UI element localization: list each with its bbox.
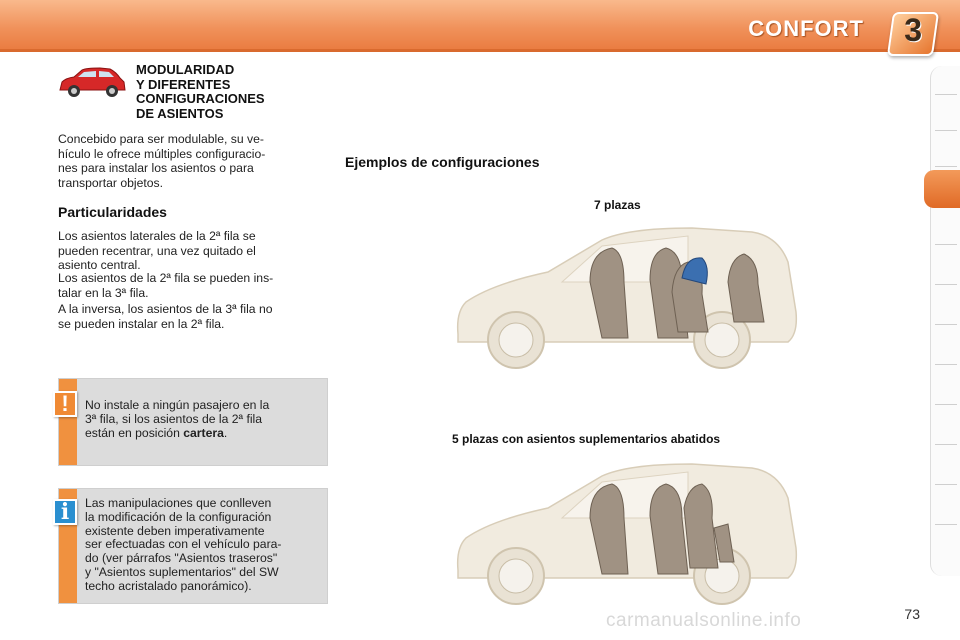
chapter-title: CONFORT <box>748 16 864 41</box>
tab-divider <box>935 524 957 525</box>
intro-line: Concebido para ser modulable, su ve- <box>58 132 264 146</box>
warning-text <box>85 399 321 440</box>
warning-line: 3ª fila, si los asientos de la 2ª fila <box>85 411 263 426</box>
paragraph-1 <box>58 229 326 273</box>
paragraph-line: pueden recentrar, una vez quitado el <box>58 243 256 258</box>
tab-divider <box>935 130 957 131</box>
info-line: techo acristalado panorámico). <box>85 578 252 593</box>
chapter-tabs <box>930 66 960 576</box>
config-5-seats-caption: 5 plazas con asientos suplementarios abatidos <box>452 432 721 446</box>
tab-divider <box>935 94 957 95</box>
paragraph-line: talar en la 3ª fila. <box>58 285 149 300</box>
intro-line: nes para instalar los asientos o para <box>58 161 254 175</box>
info-line: do (ver párrafos "Asientos traseros" <box>85 551 278 566</box>
paragraph-line: se pueden instalar en la 2ª fila. <box>58 316 225 331</box>
header-line <box>0 49 960 52</box>
car-7-seats-illustration <box>452 222 800 372</box>
title-line: MODULARIDAD <box>136 62 235 77</box>
warning-text-prefix: están en posición <box>85 425 184 440</box>
title-line: Y DIFERENTES <box>136 76 231 92</box>
car-icon <box>56 64 128 100</box>
warning-icon: ! <box>53 391 77 417</box>
tab-divider <box>935 364 957 365</box>
tab-divider <box>935 444 957 445</box>
tab-divider <box>935 324 957 325</box>
paragraph-line: Los asientos de la 2ª fila se pueden ins- <box>58 271 274 285</box>
info-icon: i <box>53 499 77 525</box>
intro-paragraph <box>58 132 326 190</box>
paragraph-2 <box>58 271 326 300</box>
examples-heading: Ejemplos de configuraciones <box>345 154 540 170</box>
title-line: CONFIGURACIONES <box>136 91 265 106</box>
intro-line: hículo le ofrece múltiples configuracio- <box>58 146 266 161</box>
tab-divider <box>935 484 957 485</box>
info-line: Las manipulaciones que conlleven <box>85 496 272 510</box>
info-line: y "Asientos suplementarios" del SW <box>85 564 279 579</box>
config-7-seats-caption: 7 plazas <box>594 198 641 212</box>
info-line: existente deben imperativamente <box>85 523 265 538</box>
info-notice <box>58 488 328 604</box>
paragraph-line: Los asientos laterales de la 2ª fila se <box>58 229 256 243</box>
intro-line: transportar objetos. <box>58 175 164 190</box>
tab-divider <box>935 284 957 285</box>
chapter-number: 3 <box>904 12 922 48</box>
paragraph-line: asiento central. <box>58 258 141 272</box>
tab-divider <box>935 404 957 405</box>
paragraph-line: A la inversa, los asientos de la 3ª fila no <box>58 302 273 316</box>
tab-divider <box>935 244 957 245</box>
info-text <box>85 497 321 594</box>
car-5-seats-illustration <box>452 458 800 608</box>
paragraph-3 <box>58 302 326 331</box>
warning-notice <box>58 378 328 466</box>
info-line: ser efectuadas con el vehículo para- <box>85 537 282 552</box>
warning-bold-word: cartera <box>183 425 224 440</box>
tab-divider <box>935 166 957 167</box>
warning-line <box>85 427 321 441</box>
warning-text-suffix: . <box>223 425 228 440</box>
watermark: carmanualsonline.info <box>606 610 802 631</box>
active-chapter-tab[interactable] <box>924 170 960 208</box>
page-title <box>136 63 336 121</box>
page-number: 73 <box>904 606 920 622</box>
warning-line: No instale a ningún pasajero en la <box>85 398 270 412</box>
title-line: DE ASIENTOS <box>136 105 224 121</box>
particularidades-heading: Particularidades <box>58 204 167 220</box>
info-line: la modificación de la configuración <box>85 509 272 524</box>
